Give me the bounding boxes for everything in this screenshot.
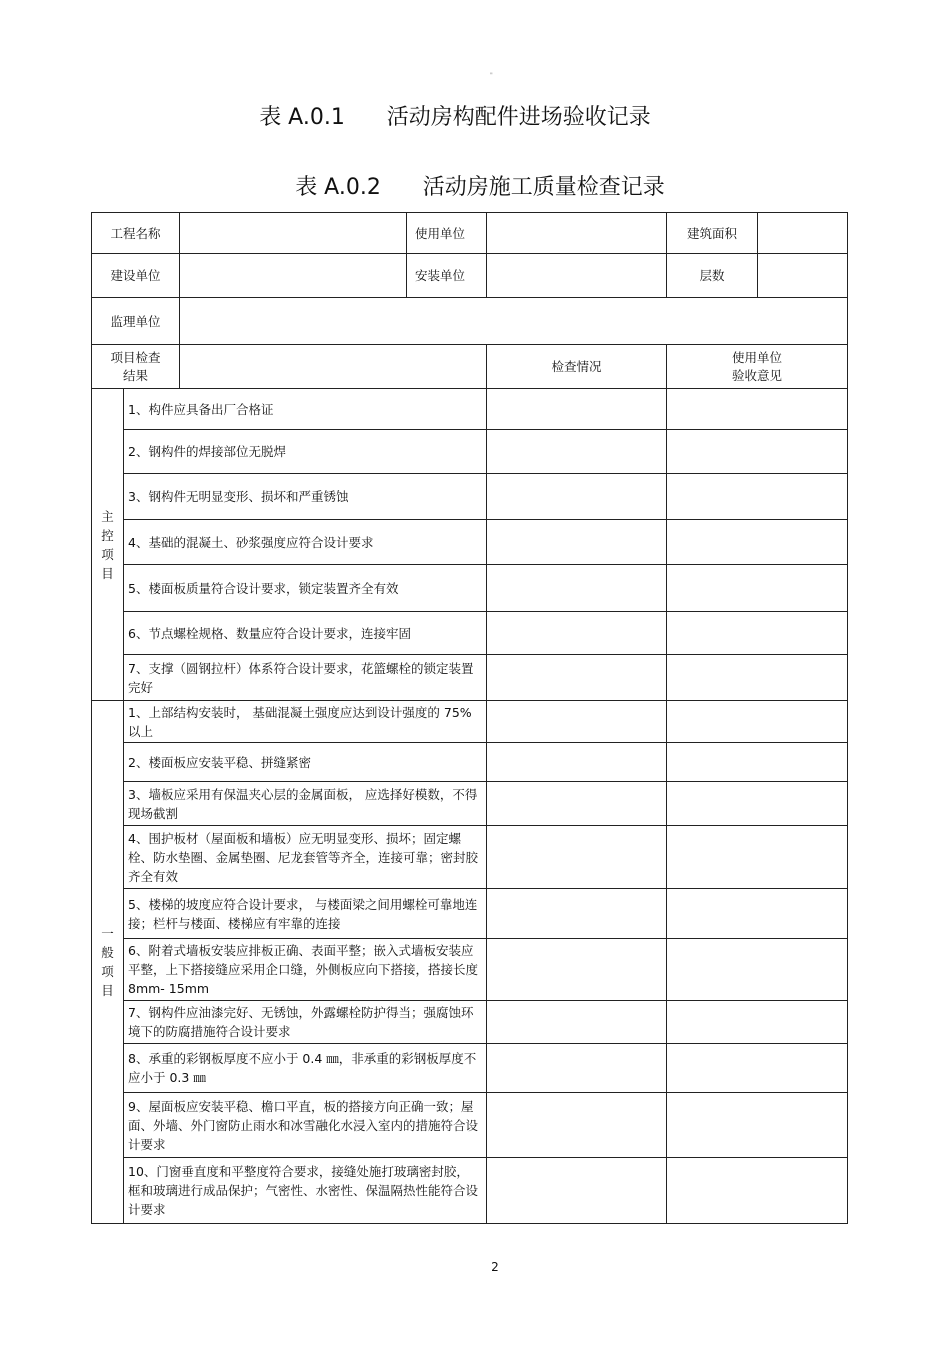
user-unit-label: 使用单位 (407, 213, 487, 254)
project-name-label: 工程名称 (92, 213, 180, 254)
main-control-acceptance-cell[interactable] (667, 520, 848, 565)
main-control-item-text: 3、钢构件无明显变形、损坏和严重锈蚀 (124, 474, 487, 520)
main-control-acceptance-cell[interactable] (667, 430, 848, 474)
general-item-text: 10、门窗垂直度和平整度符合要求，接缝处施打玻璃密封胶，框和玻璃进行成品保护；气密性、水密性、保温隔热性能符合设计要求 (124, 1158, 487, 1224)
general-check-status-cell[interactable] (487, 782, 667, 826)
main-control-acceptance-cell[interactable] (667, 612, 848, 655)
general-item-text: 7、钢构件应油漆完好、无锈蚀，外露螺栓防护得当；强腐蚀环境下的防腐措施符合设计要求 (124, 1001, 487, 1044)
floors-label: 层数 (667, 254, 758, 298)
general-item-text: 8、承重的彩钢板厚度不应小于 0.4 ㎜，非承重的彩钢板厚度不应小于 0.3 ㎜ (124, 1044, 487, 1093)
user-acceptance-header: 使用单位 验收意见 (667, 345, 848, 389)
page-number: 2 (491, 1260, 499, 1274)
general-item-text: 3、墙板应采用有保温夹心层的金属面板， 应选择好模数，不得现场截割 (124, 782, 487, 826)
general-row (92, 782, 848, 826)
main-control-row (92, 474, 848, 520)
main-control-item-text: 5、楼面板质量符合设计要求，锁定装置齐全有效 (124, 565, 487, 612)
building-area-label: 建筑面积 (667, 213, 758, 254)
main-control-check-status-cell[interactable] (487, 520, 667, 565)
quality-check-table (91, 212, 848, 1224)
main-control-acceptance-cell[interactable] (667, 389, 848, 430)
general-item-text: 9、屋面板应安装平稳、檐口平直，板的搭接方向正确一致；屋面、外墙、外门窗防止雨水和冰雪融化水浸入室内的措施符合设计要求 (124, 1093, 487, 1158)
user-unit-value[interactable] (487, 213, 667, 254)
general-section-label (92, 701, 124, 1224)
main-control-item-text: 1、构件应具备出厂合格证 (124, 389, 487, 430)
general-item-text: 2、楼面板应安装平稳、拼缝紧密 (124, 743, 487, 782)
main-control-row (92, 612, 848, 655)
general-acceptance-cell[interactable] (667, 701, 848, 743)
main-control-item-text: 7、支撑（圆钢拉杆）体系符合设计要求，花篮螺栓的锁定装置完好 (124, 655, 487, 701)
general-check-status-cell[interactable] (487, 1001, 667, 1044)
item-check-result-blank (180, 345, 487, 389)
main-control-row (92, 430, 848, 474)
general-check-status-cell[interactable] (487, 1158, 667, 1224)
general-check-status-cell[interactable] (487, 889, 667, 939)
general-check-status-cell[interactable] (487, 743, 667, 782)
main-control-item-text: 6、节点螺栓规格、数量应符合设计要求，连接牢固 (124, 612, 487, 655)
table-a01-title: 表 A.0.1 活动房构配件进场验收记录 (259, 105, 651, 130)
main-control-check-status-cell[interactable] (487, 655, 667, 701)
general-check-status-cell[interactable] (487, 826, 667, 889)
general-row (92, 743, 848, 782)
general-row (92, 1044, 848, 1093)
supervision-unit-value[interactable] (180, 298, 848, 345)
supervision-unit-label: 监理单位 (92, 298, 180, 345)
general-row (92, 939, 848, 1001)
install-unit-value[interactable] (487, 254, 667, 298)
general-acceptance-cell[interactable] (667, 826, 848, 889)
main-control-row (92, 520, 848, 565)
general-acceptance-cell[interactable] (667, 889, 848, 939)
general-acceptance-cell[interactable] (667, 1093, 848, 1158)
main-control-acceptance-cell[interactable] (667, 474, 848, 520)
general-acceptance-cell[interactable] (667, 939, 848, 1001)
general-row (92, 889, 848, 939)
main-control-check-status-cell[interactable] (487, 474, 667, 520)
general-acceptance-cell[interactable] (667, 782, 848, 826)
general-check-status-cell[interactable] (487, 1044, 667, 1093)
main-control-section-label-text: 主控项目 (101, 508, 114, 581)
general-acceptance-cell[interactable] (667, 1158, 848, 1224)
main-control-section-label (92, 389, 124, 701)
general-row (92, 1001, 848, 1044)
construction-unit-value[interactable] (180, 254, 407, 298)
general-acceptance-cell[interactable] (667, 1001, 848, 1044)
general-row (92, 1158, 848, 1224)
header-row-2 (92, 254, 848, 298)
main-control-row (92, 565, 848, 612)
header-row-3 (92, 298, 848, 345)
general-check-status-cell[interactable] (487, 1093, 667, 1158)
general-check-status-cell[interactable] (487, 701, 667, 743)
main-control-row (92, 389, 848, 430)
general-acceptance-cell[interactable] (667, 1044, 848, 1093)
construction-unit-label: 建设单位 (92, 254, 180, 298)
general-item-text: 5、楼梯的坡度应符合设计要求， 与楼面梁之间用螺栓可靠地连接；栏杆与楼面、楼梯应有牢靠的连接 (124, 889, 487, 939)
general-row (92, 826, 848, 889)
building-area-value[interactable] (758, 213, 848, 254)
main-control-check-status-cell[interactable] (487, 430, 667, 474)
check-status-header: 检查情况 (487, 345, 667, 389)
general-row (92, 701, 848, 743)
main-control-item-text: 2、钢构件的焊接部位无脱焊 (124, 430, 487, 474)
general-acceptance-cell[interactable] (667, 743, 848, 782)
header-row-4 (92, 345, 848, 389)
install-unit-label: 安装单位 (407, 254, 487, 298)
main-control-acceptance-cell[interactable] (667, 655, 848, 701)
top-mark: " (490, 72, 493, 79)
item-check-result-label: 项目检查 结果 (92, 345, 180, 389)
project-name-value[interactable] (180, 213, 407, 254)
main-control-check-status-cell[interactable] (487, 612, 667, 655)
general-item-text: 1、上部结构安装时， 基础混凝土强度应达到设计强度的 75%以上 (124, 701, 487, 743)
general-check-status-cell[interactable] (487, 939, 667, 1001)
general-section-label-text: 一般项目 (101, 926, 114, 998)
main-control-acceptance-cell[interactable] (667, 565, 848, 612)
main-control-check-status-cell[interactable] (487, 565, 667, 612)
general-item-text: 6、附着式墙板安装应排板正确、表面平整；嵌入式墙板安装应平整，上下搭接缝应采用企口缝，外侧板应向下搭接，搭接长度 8mm- 15mm (124, 939, 487, 1001)
main-control-row (92, 655, 848, 701)
general-item-text: 4、围护板材（屋面板和墙板）应无明显变形、损坏；固定螺栓、防水垫圈、金属垫圈、尼龙套管等齐全，连接可靠；密封胶齐全有效 (124, 826, 487, 889)
header-row-1 (92, 213, 848, 254)
general-row (92, 1093, 848, 1158)
table-a02-title: 表 A.0.2 活动房施工质量检查记录 (295, 175, 665, 200)
main-control-item-text: 4、基础的混凝土、砂浆强度应符合设计要求 (124, 520, 487, 565)
main-control-check-status-cell[interactable] (487, 389, 667, 430)
floors-value[interactable] (758, 254, 848, 298)
